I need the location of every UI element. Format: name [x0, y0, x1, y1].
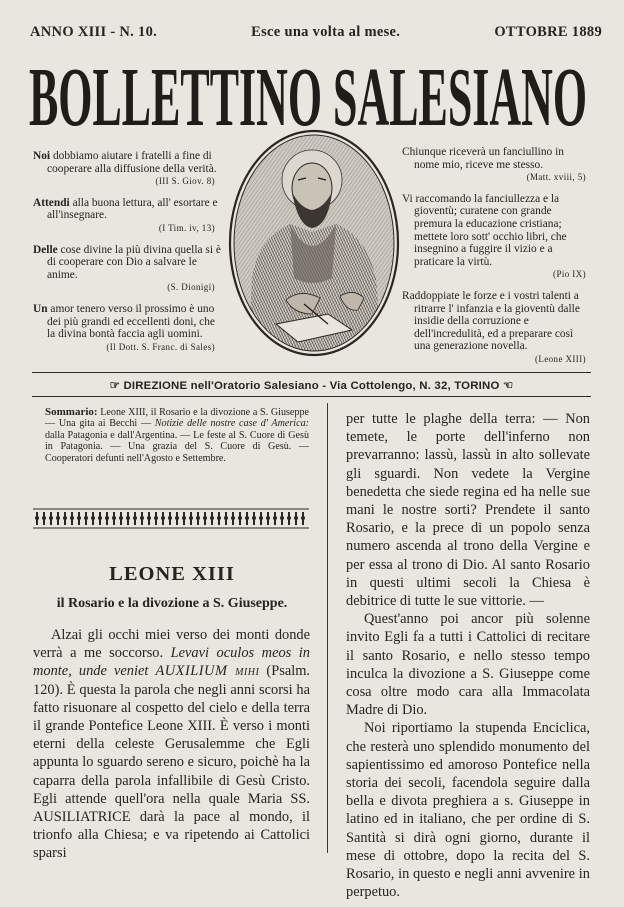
- ornament-mark: [84, 516, 88, 520]
- masthead-title: BOLLETTINO SALESIANO: [29, 63, 587, 131]
- motto-quote: Attendi alla buona lettura, all' esortare e all'insegnare. (I Tim. iv, 13): [33, 197, 223, 235]
- divider-rule: [32, 396, 591, 397]
- motto-citation: (Leone XIII): [534, 353, 586, 364]
- ornament-mark: [273, 516, 277, 520]
- right-mottos: [402, 146, 590, 375]
- motto-citation: (Pio IX): [553, 269, 586, 280]
- ornament-mark: [175, 516, 179, 520]
- ornament-mark: [140, 516, 144, 520]
- article-title: LEONE XIII: [109, 563, 235, 585]
- motto-quote: Noi dobbiamo aiutare i fratelli a fine di cooperare alla diffusione della verità. (III S. Giov. 8): [33, 150, 223, 188]
- ornament-mark: [287, 516, 291, 520]
- article-body-left: [33, 626, 310, 863]
- article-body-right: [346, 410, 590, 901]
- divider-rule: [32, 372, 591, 373]
- motto-citation: (I Tim. iv, 13): [158, 222, 215, 233]
- ornament-mark: [224, 516, 228, 520]
- motto-quote: Delle cose divine la più divina quella si è di cooperare con Dio a salvare le anime. (S. Dionigi): [33, 244, 223, 294]
- motto-citation: (Matt. xviii, 5): [526, 172, 586, 183]
- masthead: [28, 63, 588, 131]
- ornament-mark: [63, 516, 67, 520]
- ornament-mark: [252, 516, 256, 520]
- table-of-contents: Sommario: Leone XIII, il Rosario e la divozione a S. Giuseppe — Una gita ai Becchi — Notizie delle nostre case d' America: dalla Patagonia e dall'Argentina. — Le feste al S. Cuore di Gesù in Patagonia. — Una grazia del S. Cuore di Gesù. — Cooperatori defunti nell'Agosto e Settembre.: [45, 406, 309, 464]
- ornament-mark: [91, 516, 95, 520]
- ornament-mark: [294, 516, 298, 520]
- pointing-hand-icon: ☞: [109, 380, 121, 392]
- motto-quote: Raddoppiate le forze e i vostri talenti a ritrarre l' infanzia e la gioventù dalle insidie della corruzione e dell'incredulità, ed a preparare così una generazione novella. (Leone XIII): [402, 290, 590, 366]
- ornament-mark: [266, 516, 270, 520]
- ornament-mark: [182, 516, 186, 520]
- ornament-mark: [112, 516, 116, 520]
- ornament-mark: [154, 516, 158, 520]
- sommario-label: Sommario:: [45, 406, 98, 418]
- ornament-mark: [70, 516, 74, 520]
- ornament-mark: [147, 516, 151, 520]
- left-mottos: [33, 150, 223, 362]
- ornament-mark: [119, 516, 123, 520]
- ornament-mark: [56, 516, 60, 520]
- ornament-mark: [231, 516, 235, 520]
- motto-quote: Chiunque riceverà un fanciullino in nome mio, riceve me stesso. (Matt. xviii, 5): [402, 146, 590, 184]
- ornament-mark: [77, 516, 81, 520]
- issue-header: [30, 24, 602, 44]
- issue-number: ANNO XIII - N. 10.: [30, 24, 158, 40]
- ornament-mark: [168, 516, 172, 520]
- frequency-note: Esce una volta al mese.: [251, 24, 401, 40]
- pointing-hand-icon: ☜: [502, 380, 514, 392]
- ornament-mark: [203, 516, 207, 520]
- issue-date: OTTOBRE 1889: [494, 24, 602, 40]
- paragraph: Noi riportiamo la stupenda Enciclica, che resterà uno splendido monumento del sapientissimo ed amoroso Pontefice nella storia dei secoli, facendola seguire dalla bella e divota preghiera a s. Giuseppe in latino ed in italiano, che per ordine di S. Santità si dirà ogni giorno, durante il mese di ottobre, dopo la recita del S. Rosario, in questo e negli anni avvenire in perpetuo.: [346, 720, 590, 901]
- paragraph: Quest'anno poi ancor più solenne invito Egli fa a tutti i Cattolici di recitare il santo Rosario, e nello stesso tempo inculca la divozione a S. Giuseppe come cosa oltre modo cara alla Immacolata Madre di Dio.: [346, 611, 590, 719]
- ornamental-border: [33, 507, 309, 531]
- ornament-mark: [49, 516, 53, 520]
- ornament-mark: [98, 516, 102, 520]
- motto-citation: (III S. Giov. 8): [155, 176, 215, 187]
- ornament-mark: [196, 516, 200, 520]
- ornament-mark: [210, 516, 214, 520]
- column-divider: [327, 403, 328, 853]
- ornament-mark: [245, 516, 249, 520]
- motto-quote: Un amor tenero verso il prossimo è uno dei più grandi ed eccellenti doni, che la divina bontà faccia agli uomini. (Il Dott. S. Franc. di Sales): [33, 303, 223, 353]
- ornament-mark: [126, 516, 130, 520]
- ornament-mark: [189, 516, 193, 520]
- ornament-mark: [238, 516, 242, 520]
- ornament-mark: [105, 516, 109, 520]
- ornament-mark: [259, 516, 263, 520]
- direzione-address: ☞ DIREZIONE nell'Oratorio Salesiano - Via Cottolengo, N. 32, TORINO ☜: [109, 380, 514, 392]
- ornament-mark: [42, 516, 46, 520]
- ornament-mark: [217, 516, 221, 520]
- ornament-mark: [35, 516, 39, 520]
- ornament-mark: [161, 516, 165, 520]
- ornament-mark: [280, 516, 284, 520]
- ornament-mark: [301, 516, 305, 520]
- paragraph: Alzai gli occhi miei verso dei monti donde verrà a me soccorso. Levavi oculos meos in monte, unde veniet AUXILIUM mihi (Psalm. 120). È questa la parola che negli anni scorsi ha fatto risuonare al cospetto del cielo e della terra il grande Pontefice Leone XIII. È verso i monti eterni della celeste Gerusalemme che Egli appunta lo sguardo sereno e sicuro, poichè ha la caparra della parola infallibile di Gesù Cristo. Egli attende quell'ora nella quale Maria SS. AUSILIATRICE darà la pace al mondo, il trionfo alla Chiesa; e va ripetendo ai Cattolici sparsi: [33, 627, 310, 862]
- motto-citation: (Il Dott. S. Franc. di Sales): [106, 341, 215, 352]
- paragraph: per tutte le plaghe della terra: — Non temete, le porte dell'inferno non prevarranno: lassù, lassù in alto sollevate gli sguardi. Non vedete la Vergine benedetta che siede regina ed ha nelle sue mani le nostre sorti? Prendete il santo Rosario, e la prece di un popolo senza numero ascenda al trono della Vergine e per essa al trono di Dio. Al santo Rosario in questi ultimi secoli la Chiesa è debitrice di tutte le sue vittorie. —: [346, 411, 590, 610]
- ornament-mark: [133, 516, 137, 520]
- article-subtitle: il Rosario e la divozione a S. Giuseppe.: [56, 596, 288, 611]
- motto-quote: Vi raccomando la fanciullezza e la gioventù; curatene con grande premura la educazione cristiana; mettete loro sott' occhio libri, che insegnino a fuggire il vizio e a praticare la virtù. (Pio IX): [402, 193, 590, 281]
- portrait-engraving: [228, 128, 400, 358]
- motto-citation: (S. Dionigi): [167, 282, 215, 293]
